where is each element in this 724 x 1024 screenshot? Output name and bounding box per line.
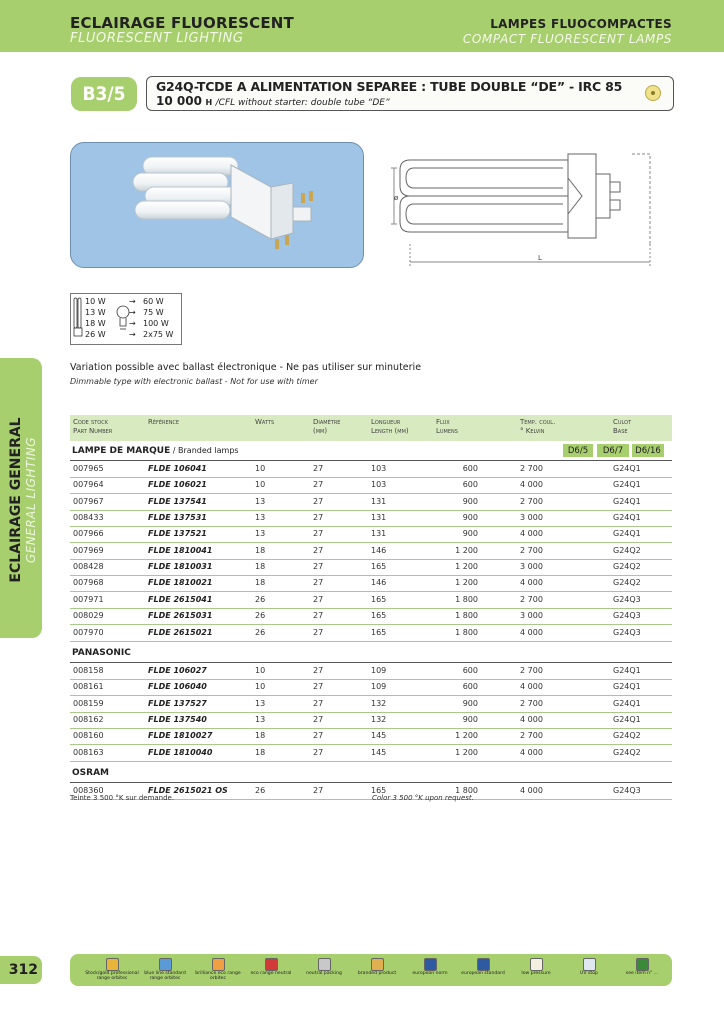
section-name: LAMPE DE MARQUE [72,446,171,456]
side-tab-label-en: GENERAL LIGHTING [24,436,38,564]
table-cell: 26 [255,785,266,795]
table-cell: 165 [371,627,387,637]
column-header-l2: (mm) [313,427,328,435]
table-row [70,526,672,542]
dimension-diagram [388,148,672,273]
column-header-l1: Longueur [371,418,401,426]
legend-item [614,954,670,986]
table-cell: 600 [462,682,478,692]
column-header-l2: Base [613,427,628,435]
table-cell: FLDE 1810031 [148,562,213,572]
row-divider [70,641,672,642]
header-title-en: FLUORESCENT LIGHTING [70,31,244,46]
table-cell: G24Q3 [613,611,641,621]
sun-icon [106,958,119,971]
table-cell: 27 [313,545,324,555]
column-header-l1: Watts [255,418,275,426]
footnote-en: Color 3 500 °K upon request. [372,794,474,802]
table-cell: 4 000 [520,627,543,637]
equiv-watt: 10 W [85,297,106,306]
table-cell: 008160 [73,731,104,741]
table-cell: 4 000 [520,785,543,795]
lamp-photo-icon [71,143,363,267]
header-title-fr: ECLAIRAGE FLUORESCENT [70,14,294,32]
table-cell: 008433 [73,513,104,523]
table-row [70,745,672,761]
selection-tag: D6/16 [632,444,664,457]
table-cell: 131 [371,496,387,506]
legend-bar [70,954,672,986]
branded-icon [371,958,384,971]
table-cell: G24Q2 [613,578,641,588]
table-cell: 27 [313,731,324,741]
table-cell: 165 [371,562,387,572]
legend-label: UV stop [580,971,598,976]
table-cell: 2 700 [520,496,543,506]
table-cell: 008029 [73,611,104,621]
legend-item [561,954,617,986]
column-header-l1: Diamètre [313,418,341,426]
product-hours: 10 000 [156,94,202,108]
table-cell: 146 [371,578,387,588]
table-cell: 109 [371,665,387,675]
selection-tag: D6/5 [563,444,593,457]
table-cell: G24Q2 [613,731,641,741]
dimming-note-en: Dimmable type with electronic ballast - Not for use with timer [70,377,318,386]
product-subtitle [156,94,390,108]
uv-stop-icon [583,958,596,971]
table-row [70,679,672,695]
section-title [72,768,109,778]
table-cell: G24Q1 [613,665,641,675]
table-row [70,494,672,510]
table-cell: FLDE 106041 [148,464,207,473]
table-cell: 4 000 [520,529,543,539]
table-cell: G24Q1 [613,513,641,523]
table-cell: 008159 [73,698,104,708]
header-right-title-fr: LAMPES FLUOCOMPACTES [490,17,672,31]
table-cell: 103 [371,480,387,490]
arrow-icon: → [129,319,136,328]
equiv-watt: 13 W [85,308,106,317]
footnote-fr: Teinte 3 500 °K sur demande. [70,794,175,802]
table-cell: 3 000 [520,562,543,572]
table-cell: 13 [255,513,266,523]
brilliance-icon [212,958,225,971]
table-cell: 18 [255,731,266,741]
legend-label: european norm [412,971,448,976]
table-cell: 145 [371,731,387,741]
table-cell: 4 000 [520,480,543,490]
table-cell: 165 [371,594,387,604]
legend-item [190,954,246,986]
table-cell: FLDE 1810027 [148,731,213,741]
table-cell: FLDE 1810040 [148,747,213,757]
table-row [70,625,672,641]
table-cell: G24Q2 [613,562,641,572]
table-cell: 008161 [73,682,104,692]
legend-item [296,954,352,986]
table-cell: 900 [462,529,478,539]
table-cell: 2 700 [520,464,543,473]
table-cell: 10 [255,480,266,490]
table-cell: FLDE 137541 [148,496,207,506]
table-cell: 27 [313,529,324,539]
table-cell: FLDE 2615031 [148,611,213,621]
table-cell: 165 [371,785,387,795]
table-row [70,575,672,591]
table-row [70,663,672,679]
table-cell: 27 [313,480,324,490]
table-cell: 008162 [73,714,104,724]
table-cell: 131 [371,529,387,539]
selection-tag: D6/7 [597,444,629,457]
table-cell: 008158 [73,665,104,675]
product-code-badge: B3/5 [71,77,137,111]
legend-label: european standard [461,971,505,976]
table-cell: 1 200 [455,545,478,555]
table-cell: 2 700 [520,665,543,675]
diameter-label: ø [394,194,399,202]
table-cell: 1 200 [455,562,478,572]
legend-label: see item n° ... [625,971,659,976]
product-title: G24Q-TCDE A ALIMENTATION SEPAREE : TUBE DOUBLE “DE” - IRC 85 [156,79,623,94]
low-pressure-icon [530,958,543,971]
table-cell: 103 [371,464,387,473]
product-photo [70,142,364,268]
legend-item [508,954,564,986]
table-cell: 900 [462,513,478,523]
table-cell: 132 [371,714,387,724]
legend-item [84,954,140,986]
table-cell: 13 [255,529,266,539]
wattage-equivalence-box [70,293,182,345]
arrow-icon: → [129,308,136,317]
table-row [70,728,672,744]
table-cell: 27 [313,747,324,757]
table-cell: 27 [313,682,324,692]
legend-label: brilliance eco range orbitec [195,971,241,981]
table-cell: 27 [313,496,324,506]
table-row [70,696,672,712]
table-cell: 4 000 [520,747,543,757]
eu-norm-icon [424,958,437,971]
legend-item [402,954,458,986]
table-cell: 18 [255,545,266,555]
arrow-icon: → [129,297,136,306]
table-cell: 27 [313,785,324,795]
legend-item [137,954,193,986]
header-right-title-en: COMPACT FLUORESCENT LAMPS [462,32,672,46]
table-cell: 27 [313,513,324,523]
table-cell: 008163 [73,747,104,757]
table-cell: 13 [255,698,266,708]
table-row [70,477,672,493]
table-row [70,461,672,477]
table-row [70,510,672,526]
legend-label: blue line standard range orbitec [144,971,186,981]
table-cell: 3 000 [520,513,543,523]
section-subtitle: / Branded lamps [170,446,239,455]
table-cell: 27 [313,714,324,724]
table-cell: 008360 [73,785,104,795]
table-cell: 27 [313,665,324,675]
table-cell: G24Q1 [613,682,641,692]
table-cell: G24Q3 [613,594,641,604]
table-cell: 900 [462,714,478,724]
equiv-watt: 26 W [85,330,106,339]
blue-line-icon [159,958,172,971]
table-cell: FLDE 137527 [148,698,207,708]
table-cell: 27 [313,562,324,572]
legend-item [349,954,405,986]
table-cell: 132 [371,698,387,708]
section-title [72,446,239,456]
table-row [70,608,672,624]
table-cell: G24Q2 [613,545,641,555]
table-cell: 007970 [73,627,104,637]
table-cell: 007971 [73,594,104,604]
table-cell: G24Q2 [613,747,641,757]
column-header-l1: Code stock [73,418,108,426]
table-cell: 165 [371,611,387,621]
column-header-l2: Length (mm) [371,427,409,435]
table-cell: 007967 [73,496,104,506]
legend-label: branded product [357,971,397,976]
table-cell: 4 000 [520,714,543,724]
table-cell: 600 [462,480,478,490]
section-name: OSRAM [72,767,109,778]
table-cell: 1 800 [455,627,478,637]
table-cell: 27 [313,698,324,708]
table-cell: 109 [371,682,387,692]
table-cell: 10 [255,682,266,692]
table-cell: FLDE 2615021 OS [148,785,228,795]
section-name: PANASONIC [72,647,131,658]
legend-label: low pressure [521,971,551,976]
table-cell: 27 [313,627,324,637]
table-cell: 26 [255,627,266,637]
table-cell: 1 200 [455,731,478,741]
table-cell: 10 [255,464,266,473]
table-cell: 4 000 [520,682,543,692]
table-cell: 007965 [73,464,104,473]
table-cell: 26 [255,594,266,604]
table-cell: 1 800 [455,785,478,795]
neutral-pack-icon [318,958,331,971]
eco-icon [265,958,278,971]
table-cell: G24Q1 [613,698,641,708]
table-row [70,543,672,559]
table-row [70,712,672,728]
equiv-watt: 18 W [85,319,106,328]
legend-label: neutral packing [306,971,342,976]
table-cell: G24Q1 [613,464,641,473]
table-cell: 2 700 [520,698,543,708]
column-header-l1: Référence [148,418,180,426]
table-cell: 007966 [73,529,104,539]
table-cell: 900 [462,496,478,506]
table-cell: FLDE 137521 [148,529,207,539]
legend-item [243,954,299,986]
table-cell: 1 800 [455,611,478,621]
table-cell: 008428 [73,562,104,572]
table-cell: 13 [255,496,266,506]
column-header-l1: Temp. coul. [520,418,556,426]
table-cell: FLDE 2615041 [148,594,213,604]
table-cell: G24Q1 [613,529,641,539]
product-subtitle-en: /CFL without starter: double tube “DE” [215,98,390,108]
table-row [70,559,672,575]
column-header-l1: Culot [613,418,632,426]
table-row [70,592,672,608]
dimming-note-fr: Variation possible avec ballast électronique - Ne pas utiliser sur minuterie [70,362,422,373]
table-cell: 600 [462,665,478,675]
table-cell: 27 [313,594,324,604]
column-header-l2: Part Number [73,427,113,435]
see-item-icon [636,958,649,971]
table-cell: 4 000 [520,578,543,588]
table-cell: FLDE 106027 [148,665,207,675]
table-cell: 131 [371,513,387,523]
table-cell: 13 [255,714,266,724]
incandescent-bulb-icon [116,302,130,334]
table-cell: G24Q1 [613,480,641,490]
table-cell: G24Q1 [613,714,641,724]
table-cell: 007969 [73,545,104,555]
table-cell: 3 000 [520,611,543,621]
table-cell: 27 [313,611,324,621]
equiv-incandescent: 75 W [143,308,164,317]
equiv-incandescent: 2x75 W [143,330,174,339]
table-cell: FLDE 137540 [148,714,207,724]
legend-label: Stock/gold professional range orbitec [85,971,139,981]
table-cell: G24Q3 [613,785,641,795]
table-cell: FLDE 2615021 [148,627,213,637]
table-cell: 2 700 [520,594,543,604]
table-cell: 10 [255,665,266,675]
table-cell: FLDE 106021 [148,480,207,490]
table-cell: 900 [462,698,478,708]
table-cell: FLDE 137531 [148,513,207,523]
length-label: L [538,254,542,262]
table-cell: 600 [462,464,478,473]
table-cell: 18 [255,747,266,757]
table-cell: FLDE 106040 [148,682,207,692]
legend-item [455,954,511,986]
table-cell: 145 [371,747,387,757]
table-cell: 18 [255,562,266,572]
section-title [72,648,131,658]
table-cell: 1 800 [455,594,478,604]
table-cell: 27 [313,464,324,473]
equiv-incandescent: 100 W [143,319,169,328]
table-cell: 007968 [73,578,104,588]
cfl-icon [73,296,85,340]
table-cell: 1 200 [455,747,478,757]
table-cell: 007964 [73,480,104,490]
arrow-icon: → [129,330,136,339]
table-cell: 2 700 [520,731,543,741]
column-header-l2: ° Kelvin [520,427,545,435]
legend-label: eco range neutral [250,971,292,976]
table-cell: 27 [313,578,324,588]
table-cell: 26 [255,611,266,621]
row-divider [70,761,672,762]
table-cell: 146 [371,545,387,555]
table-cell: FLDE 1810021 [148,578,213,588]
table-cell: 2 700 [520,545,543,555]
table-cell: 1 200 [455,578,478,588]
side-tab-label-fr: ECLAIRAGE GENERAL [8,417,24,583]
table-cell: FLDE 1810041 [148,545,213,555]
product-hours-unit: H [205,98,213,107]
table-cell: G24Q1 [613,496,641,506]
eu-standard-icon [477,958,490,971]
table-cell: 18 [255,578,266,588]
irc-icon [645,85,661,101]
table-cell: G24Q3 [613,627,641,637]
page-number: 312 [0,956,42,984]
equiv-incandescent: 60 W [143,297,164,306]
column-header-l1: Flux [436,418,450,426]
column-header-l2: Lumens [436,427,458,435]
